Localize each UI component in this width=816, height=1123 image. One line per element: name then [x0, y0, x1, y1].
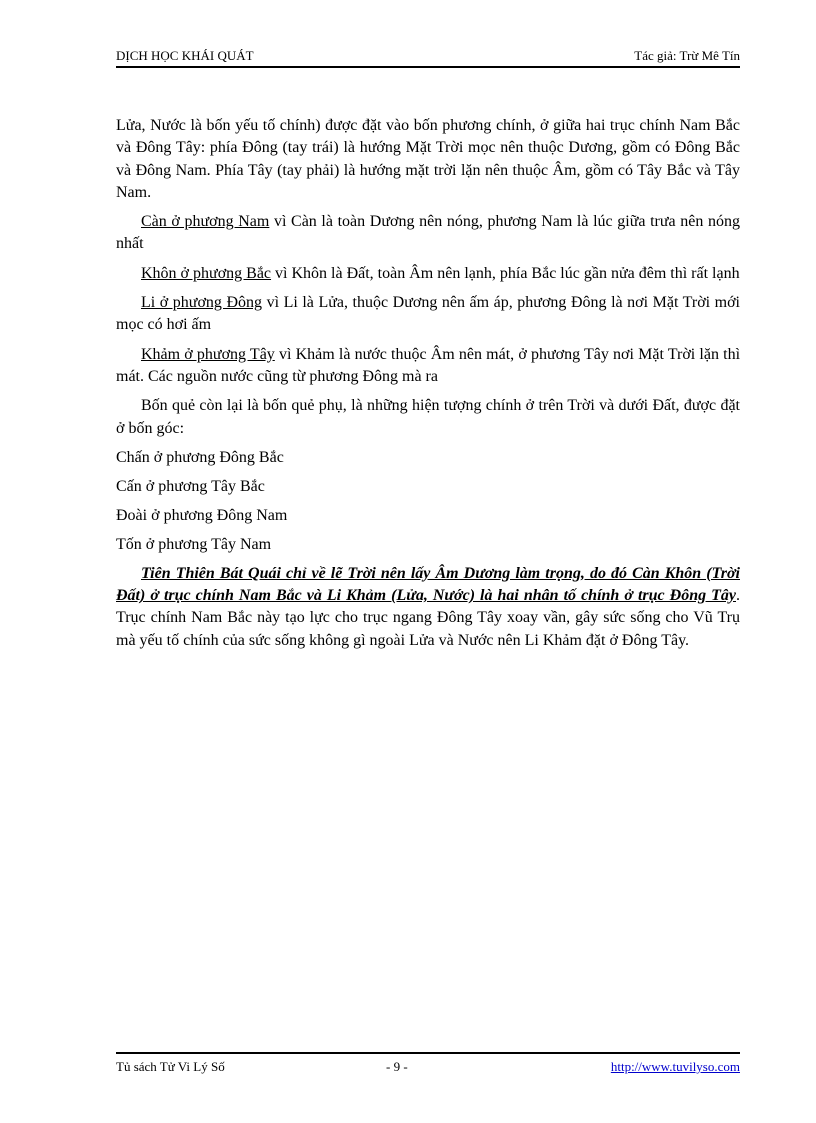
text-conclusion: . Trục chính Nam Bắc này tạo lực cho trục ngang Đông Tây xoay vần, gây sức sống cho Vũ Trụ mà yếu tố chính của sức sống không gì ngoài Lửa và Nước nên Li Khảm đặt ở Đông Tây.	[116, 587, 740, 649]
list-item: Đoài ở phương Đông Nam	[116, 506, 288, 524]
page-number: - 9 -	[386, 1059, 408, 1074]
header-author: Tác giả: Trừ Mê Tín	[634, 48, 740, 63]
paragraph-intro: Lửa, Nước là bốn yếu tố chính) được đặt vào bốn phương chính, ở giữa hai trục chính Nam Bắc và Đông Tây: phía Đông (tay trái) là hướng Mặt Trời mọc nên thuộc Dương, gồm có Đông Bắc và Đông Nam. Phía Tây (tay phải) là hướng mặt trời lặn nên thuộc Âm, gồm có Tây Bắc và Tây Nam.	[116, 117, 740, 201]
text-khon: vì Khôn là Đất, toàn Âm nên lạnh, phía Bắc lúc gần nửa đêm thì rất lạnh	[271, 264, 740, 282]
header-title: DỊCH HỌC KHÁI QUÁT	[116, 48, 254, 63]
paragraph-conclusion	[116, 563, 740, 652]
emphasis-tien-thien: Tiên Thiên Bát Quái chỉ về lẽ Trời nên lấy Âm Dương làm trọng, do đó Càn Khôn (Trời Đất) ở trục chính Nam Bắc và Li Khảm (Lửa, Nước) là hai nhân tố chính ở trục Đông Tây	[116, 564, 740, 605]
paragraph-four-sub: Bốn quẻ còn lại là bốn quẻ phụ, là những hiện tượng chính ở trên Trời và dưới Đất, được đặt ở bốn góc:	[116, 397, 740, 437]
heading-kham: Khảm ở phương Tây	[141, 345, 275, 363]
paragraph-kham	[116, 344, 740, 389]
page-header	[116, 46, 740, 68]
list-item: Tốn ở phương Tây Nam	[116, 535, 272, 553]
document-body	[116, 115, 740, 659]
list-item: Chấn ở phương Đông Bắc	[116, 448, 284, 466]
page-footer	[116, 1052, 740, 1076]
heading-can: Càn ở phương Nam	[141, 213, 270, 231]
text-kham: vì Khảm là nước thuộc Âm nên mát, ở phương Tây nơi Mặt Trời lặn thì mát. Các nguồn nước cũng từ phương Đông mà ra	[116, 345, 741, 385]
website-link[interactable]: http://www.tuvilyso.com	[610, 1059, 740, 1074]
paragraph-li	[116, 292, 740, 337]
text-li: vì Li là Lửa, thuộc Dương nên ấm áp, phương Đông là nơi Mặt Trời mới mọc có hơi ấm	[116, 294, 740, 334]
paragraph-can	[116, 211, 740, 256]
paragraph-khon	[116, 263, 740, 285]
list-item: Cấn ở phương Tây Bắc	[116, 477, 265, 495]
heading-khon: Khôn ở phương Bắc	[141, 264, 272, 282]
footer-series: Tủ sách Tử Vi Lý Số	[116, 1059, 225, 1074]
text-can: vì Càn là toàn Dương nên nóng, phương Nam là lúc giữa trưa nên nóng nhất	[116, 213, 741, 253]
heading-li: Li ở phương Đông	[141, 294, 263, 312]
